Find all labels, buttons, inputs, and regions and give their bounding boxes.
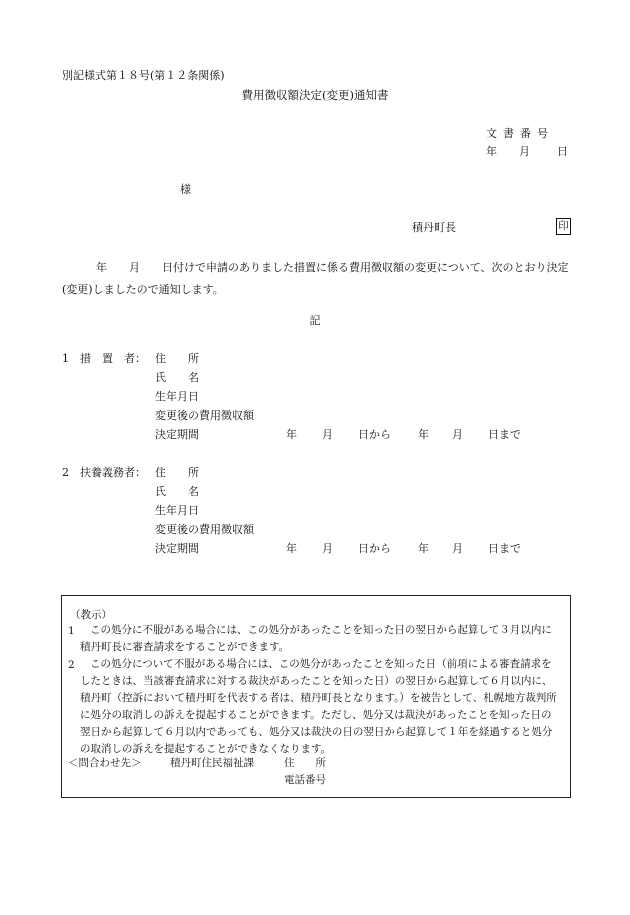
- section-2-address-label: 住 所: [155, 466, 199, 479]
- section-1-name-label: 氏 名: [155, 371, 199, 384]
- period-from-month: 月: [322, 542, 333, 555]
- date-month-label: 月: [519, 145, 530, 158]
- document-number-label: 文書番号: [486, 127, 554, 140]
- section-1-amount-label: 変更後の費用徴収額: [155, 409, 254, 422]
- date-day-label: 日: [557, 145, 568, 158]
- period-to-year: 年: [418, 542, 429, 555]
- notice-item-2-number: 2: [68, 659, 75, 671]
- notice-item-1-text: この処分に不服がある場合には、この処分があったことを知った日の翌日から起算して３月以内に積丹町長に審査請求をすることができます。: [80, 624, 552, 653]
- notice-item-2-text: この処分について不服がある場合には、この処分があったことを知った日（前項による審査請求をしたときは、当該審査請求に対する裁決があったことを知った日）の翌日から起算して６月以内に、積丹町（控訴において積丹町を代表する者は、積丹町長となります。）を被告として、札幌地方裁判所に処分の取消しの訴えを提起することができます。ただし、処分又は裁決があったことを知った日の翌日から起算して６月以内であっても、処分又は裁決の日の翌日から起算して１年を経過すると処分の取消しの訴えを提起することができなくなります。: [80, 658, 557, 755]
- contact-phone-label: 電話番号: [284, 774, 326, 786]
- period-to-day: 日まで: [488, 542, 521, 555]
- addressee-honorific: 様: [180, 183, 191, 196]
- seal-mark: 印: [556, 218, 571, 235]
- period-to-month: 月: [452, 542, 463, 555]
- issuer-name: 積丹町長: [412, 221, 456, 234]
- document-date: [486, 145, 568, 159]
- notice-title: （教示）: [70, 609, 112, 621]
- notice-item-1-number: 1: [68, 625, 75, 637]
- document-title: 費用徴収額決定(変更)通知書: [241, 88, 389, 102]
- period-to-day: 日まで: [488, 428, 521, 441]
- section-2-heading: 2 扶養義務者：: [62, 466, 146, 479]
- period-from-year: 年: [286, 428, 297, 441]
- period-from-month: 月: [322, 428, 333, 441]
- contact-label: ＜問合わせ先＞: [68, 757, 142, 769]
- notice-box: [61, 595, 571, 798]
- section-2-period-label: 決定期間: [155, 542, 199, 555]
- date-year-label: 年: [486, 145, 497, 158]
- section-1-address-label: 住 所: [155, 352, 199, 365]
- body-text: 年 月 日付けで申請のありました措置に係る費用徴収額の変更について、次のとおり決定(変更)しましたので通知します。: [62, 261, 569, 296]
- period-from-day: 日から: [358, 542, 391, 555]
- section-1-period-label: 決定期間: [155, 428, 199, 441]
- section-1-birth-label: 生年月日: [155, 390, 199, 403]
- section-2-birth-label: 生年月日: [155, 504, 199, 517]
- section-1-period: [286, 428, 521, 442]
- period-to-year: 年: [418, 428, 429, 441]
- section-2-period: [286, 542, 521, 556]
- period-from-day: 日から: [358, 428, 391, 441]
- ki-heading: 記: [309, 314, 321, 327]
- section-2-name-label: 氏 名: [155, 485, 199, 498]
- form-number: 別記様式第１８号(第１２条関係): [62, 69, 225, 82]
- section-1-heading: 1 措 置 者：: [62, 352, 146, 365]
- section-2-amount-label: 変更後の費用徴収額: [155, 523, 254, 536]
- contact-address-label: 住 所: [284, 757, 326, 769]
- contact-department: 積丹町住民福祉課: [170, 757, 254, 769]
- period-to-month: 月: [452, 428, 463, 441]
- period-from-year: 年: [286, 542, 297, 555]
